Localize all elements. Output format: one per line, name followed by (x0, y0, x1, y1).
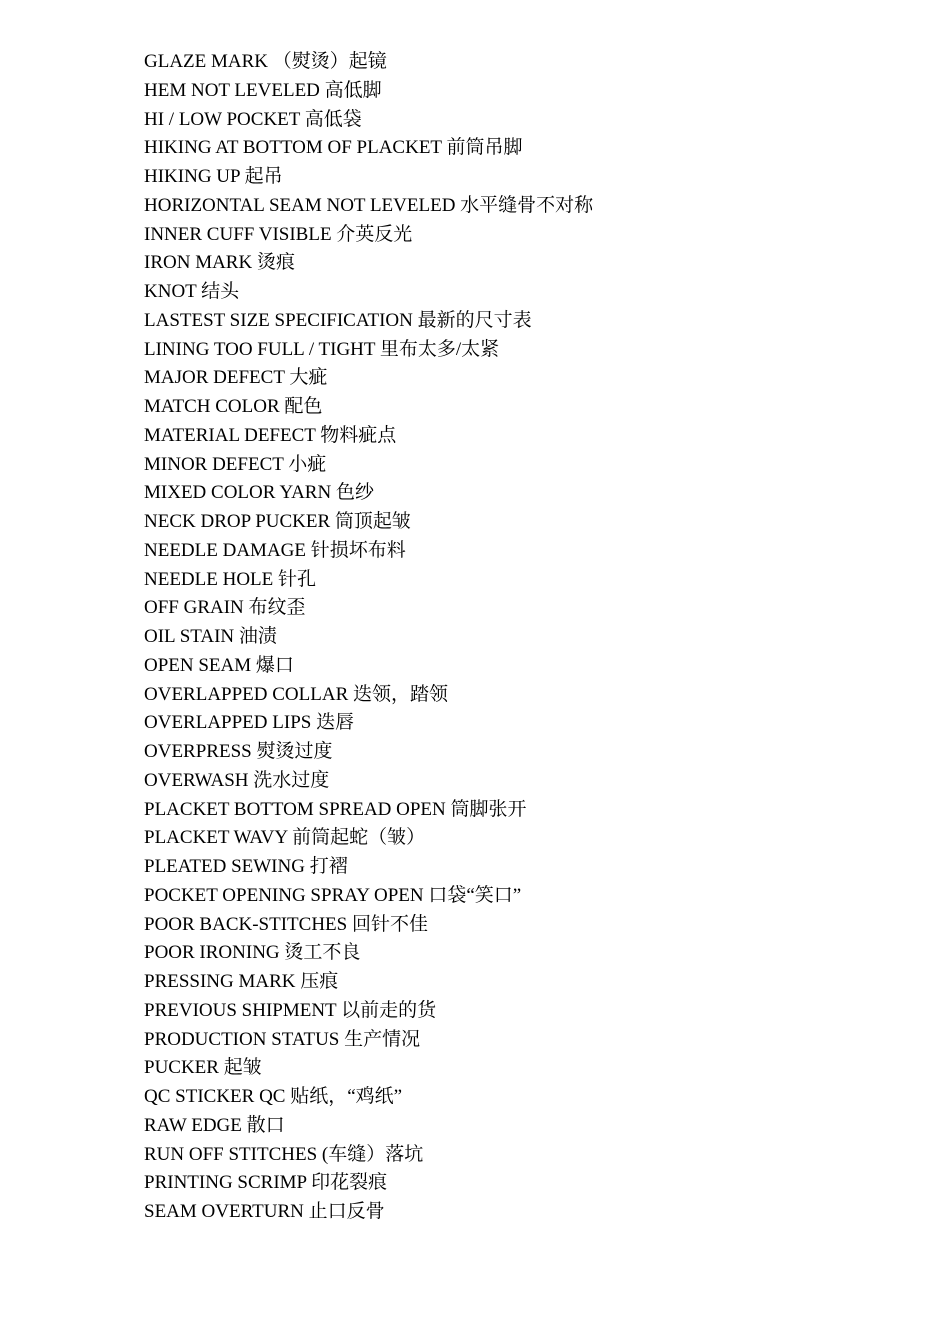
glossary-entry: QC STICKER QC 贴纸，“鸡纸” (144, 1086, 403, 1107)
glossary-entry: PRESSING MARK 压痕 (144, 971, 339, 992)
glossary-entry: PLEATED SEWING 打褶 (144, 856, 348, 877)
glossary-entry: NECK DROP PUCKER 筒顶起皱 (144, 511, 411, 532)
glossary-entry: GLAZE MARK （熨烫）起镜 (144, 51, 387, 72)
glossary-entry: POCKET OPENING SPRAY OPEN 口袋“笑口” (144, 884, 522, 906)
glossary-entry: OVERLAPPED LIPS 迭唇 (144, 712, 355, 734)
glossary-entry: MINOR DEFECT 小疵 (144, 453, 327, 475)
glossary-list (144, 48, 593, 1227)
glossary-entry: RAW EDGE 散口 (144, 1114, 285, 1136)
glossary-entry: PUCKER 起皱 (144, 1057, 262, 1079)
glossary-entry: OVERPRESS 熨烫过度 (144, 741, 333, 762)
glossary-entry: OVERLAPPED COLLAR 迭领，踏领 (144, 683, 449, 705)
glossary-entry: HIKING AT BOTTOM OF PLACKET 前筒吊脚 (144, 137, 523, 159)
glossary-entry: LINING TOO FULL / TIGHT 里布太多/太紧 (144, 338, 500, 360)
glossary-entry: OPEN SEAM 爆口 (144, 654, 294, 676)
glossary-entry: NEEDLE HOLE 针孔 (144, 568, 317, 590)
glossary-entry: MATERIAL DEFECT 物料疵点 (144, 424, 397, 446)
glossary-entry: MAJOR DEFECT 大疵 (144, 367, 328, 389)
glossary-entry: SEAM OVERTURN 止口反骨 (144, 1201, 385, 1222)
glossary-entry: PRODUCTION STATUS 生产情况 (144, 1028, 421, 1050)
glossary-entry: MIXED COLOR YARN 色纱 (144, 482, 374, 504)
glossary-entry: HORIZONTAL SEAM NOT LEVELED 水平缝骨不对称 (144, 194, 594, 216)
glossary-entry: OIL STAIN 油渍 (144, 626, 277, 647)
glossary-entry: KNOT 结头 (144, 281, 240, 302)
glossary-entry: HI / LOW POCKET 高低袋 (144, 108, 362, 130)
glossary-entry: PLACKET WAVY 前筒起蛇（皱） (144, 827, 426, 849)
glossary-entry: PLACKET BOTTOM SPREAD OPEN 筒脚张开 (144, 798, 527, 820)
glossary-entry: POOR IRONING 烫工不良 (144, 942, 361, 964)
glossary-entry: PRINTING SCRIMP 印花裂痕 (144, 1172, 388, 1194)
glossary-entry: NEEDLE DAMAGE 针损坏布料 (144, 539, 406, 561)
glossary-entry: HIKING UP 起吊 (144, 166, 283, 187)
glossary-entry: INNER CUFF VISIBLE 介英反光 (144, 223, 413, 245)
glossary-entry: IRON MARK 烫痕 (144, 252, 295, 274)
glossary-entry: PREVIOUS SHIPMENT 以前走的货 (144, 999, 437, 1021)
glossary-entry: HEM NOT LEVELED 高低脚 (144, 79, 382, 101)
glossary-entry: OFF GRAIN 布纹歪 (144, 597, 306, 619)
glossary-entry: POOR BACK-STITCHES 回针不佳 (144, 913, 428, 935)
glossary-entry: MATCH COLOR 配色 (144, 396, 323, 417)
glossary-entry: RUN OFF STITCHES (车缝）落坑 (144, 1143, 424, 1165)
glossary-entry: LASTEST SIZE SPECIFICATION 最新的尺寸表 (144, 309, 532, 331)
glossary-entry: OVERWASH 洗水过度 (144, 769, 330, 791)
